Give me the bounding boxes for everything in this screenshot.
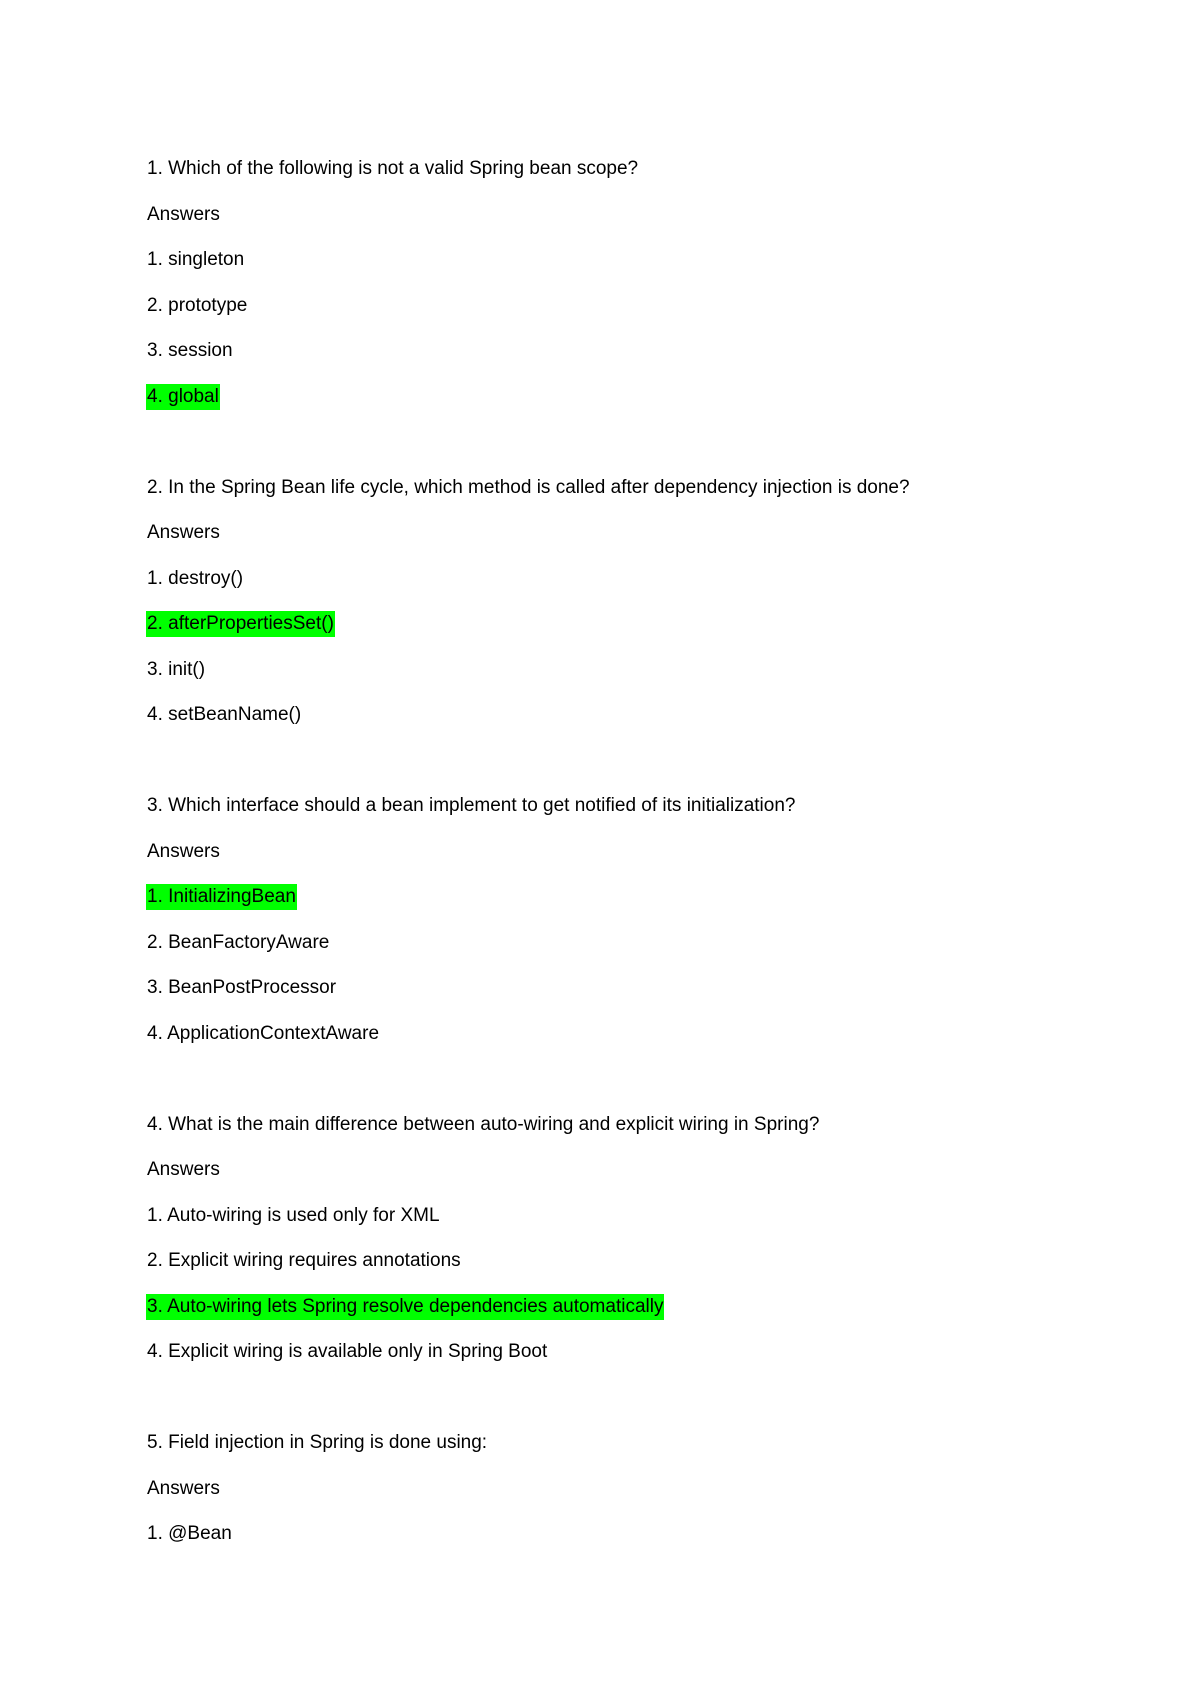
question-4 <box>146 1102 1106 1375</box>
question-prompt: 5. Field injection in Spring is done using: <box>147 1432 488 1453</box>
answers-label: Answers <box>147 840 220 862</box>
answers-label: Answers <box>147 203 220 225</box>
answers-label: Answers <box>147 1159 220 1180</box>
question-prompt: 2. In the Spring Bean life cycle, which method is called after dependency injection is done? <box>147 476 910 498</box>
answer-option-correct: 3. Auto-wiring lets Spring resolve dependencies automatically <box>146 1294 664 1320</box>
spacer <box>146 1056 1106 1102</box>
answer-option: 2. prototype <box>147 294 248 316</box>
answer-option: 1. destroy() <box>147 567 244 589</box>
question-prompt: 3. Which interface should a bean implement to get notified of its initialization? <box>147 795 796 816</box>
answers-label: Answers <box>147 1477 220 1499</box>
answer-option-correct: 2. afterPropertiesSet() <box>146 611 335 637</box>
answer-option-correct: 4. global <box>146 384 220 410</box>
answers-label: Answers <box>147 522 220 543</box>
answer-option: 4. Explicit wiring is available only in Spring Boot <box>147 1341 548 1362</box>
spacer <box>146 419 1106 465</box>
spacer <box>146 738 1106 784</box>
answer-option: 3. init() <box>147 658 206 680</box>
answer-option: 3. BeanPostProcessor <box>147 977 337 998</box>
question-prompt: 1. Which of the following is not a valid Spring bean scope? <box>147 158 639 179</box>
answer-option-correct: 1. InitializingBean <box>146 884 297 910</box>
question-2 <box>146 465 1106 738</box>
question-5 <box>146 1420 1106 1557</box>
answer-option: 4. setBeanName() <box>147 704 302 725</box>
answer-option: 4. ApplicationContextAware <box>147 1022 380 1044</box>
question-1 <box>146 146 1106 419</box>
question-prompt: 4. What is the main difference between auto-wiring and explicit wiring in Spring? <box>147 1113 820 1135</box>
answer-option: 1. singleton <box>147 249 245 270</box>
answer-option: 2. BeanFactoryAware <box>147 931 330 953</box>
answer-option: 2. Explicit wiring requires annotations <box>147 1250 461 1271</box>
answer-option: 3. session <box>147 340 233 361</box>
answer-option: 1. Auto-wiring is used only for XML <box>147 1204 440 1226</box>
document-page <box>146 146 1106 1557</box>
question-3 <box>146 783 1106 1056</box>
answer-option: 1. @Bean <box>147 1523 232 1544</box>
spacer <box>146 1375 1106 1421</box>
